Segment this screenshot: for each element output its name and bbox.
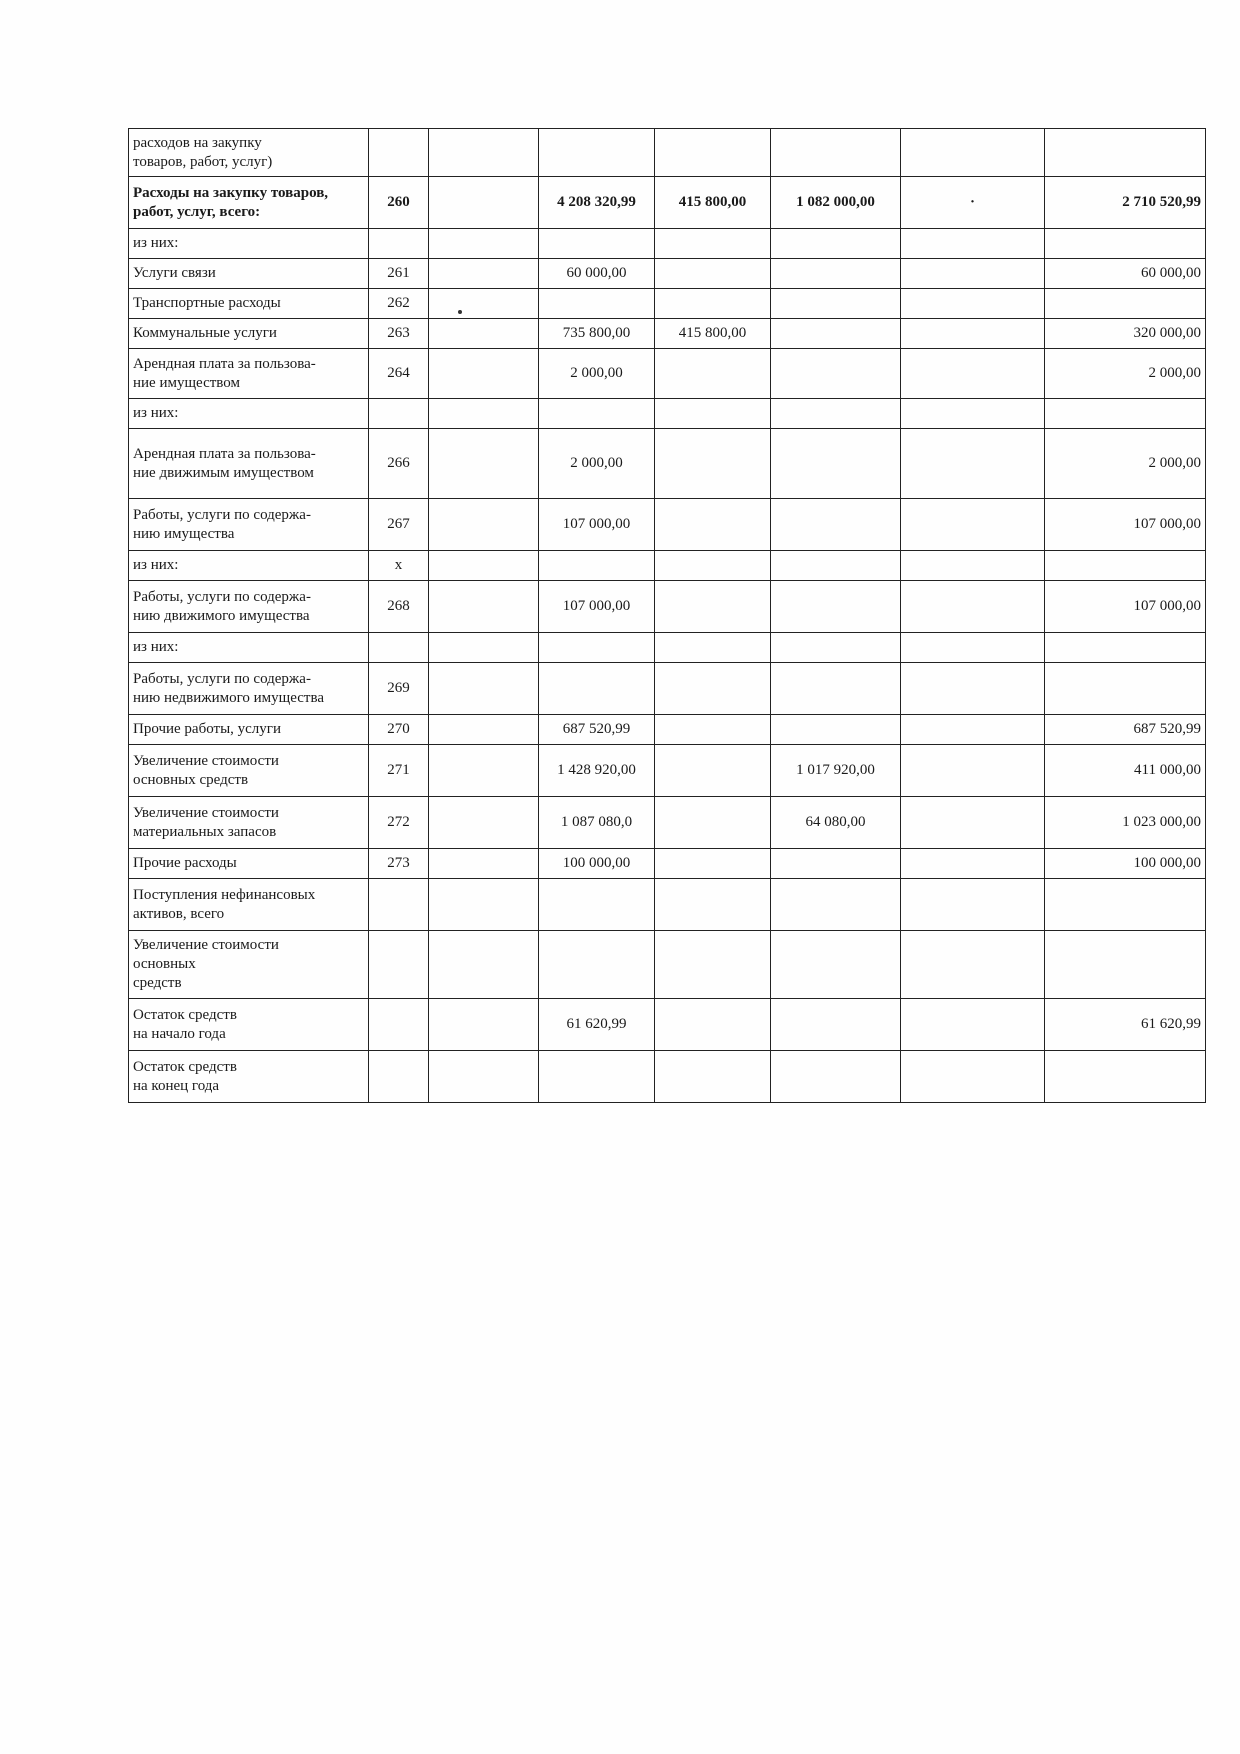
cell-code [369, 229, 429, 259]
financial-plan-table [128, 128, 1206, 1103]
cell-name: Остаток средств на конец года [129, 1051, 369, 1103]
cell-col3 [429, 999, 539, 1051]
cell-col5 [655, 797, 771, 849]
cell-col6 [771, 633, 901, 663]
table-body [129, 129, 1206, 1103]
cell-name: из них: [129, 399, 369, 429]
cell-code: 267 [369, 499, 429, 551]
cell-col3 [429, 745, 539, 797]
cell-col5 [655, 633, 771, 663]
cell-code: 264 [369, 349, 429, 399]
cell-total [539, 931, 655, 999]
cell-code [369, 129, 429, 177]
cell-total [539, 289, 655, 319]
cell-col3 [429, 849, 539, 879]
cell-col7 [901, 1051, 1045, 1103]
cell-col3 [429, 349, 539, 399]
cell-col5 [655, 229, 771, 259]
cell-col5 [655, 349, 771, 399]
cell-col6 [771, 229, 901, 259]
cell-col7 [901, 581, 1045, 633]
cell-col7 [901, 349, 1045, 399]
table-row [129, 999, 1206, 1051]
cell-col7 [901, 999, 1045, 1051]
cell-col5 [655, 931, 771, 999]
cell-col3 [429, 1051, 539, 1103]
cell-col5 [655, 499, 771, 551]
cell-total: 1 428 920,00 [539, 745, 655, 797]
cell-code [369, 999, 429, 1051]
table-row [129, 499, 1206, 551]
cell-col8 [1045, 229, 1206, 259]
cell-col6: 1 082 000,00 [771, 177, 901, 229]
cell-name: Работы, услуги по содержа- нию движимого имущества [129, 581, 369, 633]
table-row [129, 931, 1206, 999]
cell-col8: 2 000,00 [1045, 349, 1206, 399]
cell-total: 1 087 080,0 [539, 797, 655, 849]
cell-col3 [429, 715, 539, 745]
cell-col5 [655, 429, 771, 499]
cell-col6 [771, 879, 901, 931]
table-row [129, 797, 1206, 849]
cell-total [539, 551, 655, 581]
cell-total [539, 879, 655, 931]
table-row [129, 551, 1206, 581]
cell-col5 [655, 581, 771, 633]
cell-col3 [429, 177, 539, 229]
cell-col7 [901, 429, 1045, 499]
cell-col7 [901, 319, 1045, 349]
cell-col5 [655, 715, 771, 745]
cell-col5 [655, 849, 771, 879]
cell-code: x [369, 551, 429, 581]
cell-col8: 687 520,99 [1045, 715, 1206, 745]
table-row [129, 581, 1206, 633]
cell-total: 107 000,00 [539, 499, 655, 551]
cell-col8: 1 023 000,00 [1045, 797, 1206, 849]
cell-total: 4 208 320,99 [539, 177, 655, 229]
cell-code: 260 [369, 177, 429, 229]
cell-code: 269 [369, 663, 429, 715]
cell-col3 [429, 663, 539, 715]
cell-col5: 415 800,00 [655, 319, 771, 349]
cell-col7 [901, 399, 1045, 429]
cell-col6 [771, 999, 901, 1051]
cell-code: 261 [369, 259, 429, 289]
cell-code: 271 [369, 745, 429, 797]
cell-code [369, 633, 429, 663]
cell-total: 100 000,00 [539, 849, 655, 879]
cell-col7 [901, 849, 1045, 879]
cell-col3 [429, 931, 539, 999]
cell-code [369, 399, 429, 429]
cell-total [539, 633, 655, 663]
cell-col3 [429, 129, 539, 177]
cell-name: расходов на закупку товаров, работ, услуг) [129, 129, 369, 177]
cell-col6 [771, 129, 901, 177]
cell-name: Прочие работы, услуги [129, 715, 369, 745]
cell-col8: 107 000,00 [1045, 581, 1206, 633]
cell-col3 [429, 879, 539, 931]
cell-col3 [429, 551, 539, 581]
cell-col6 [771, 663, 901, 715]
cell-col3 [429, 229, 539, 259]
cell-col8: 61 620,99 [1045, 999, 1206, 1051]
cell-col5 [655, 999, 771, 1051]
cell-col7 [901, 633, 1045, 663]
cell-col3 [429, 289, 539, 319]
cell-total [539, 1051, 655, 1103]
cell-col5 [655, 399, 771, 429]
cell-col7 [901, 129, 1045, 177]
cell-col3 [429, 319, 539, 349]
cell-total [539, 129, 655, 177]
cell-col8: 100 000,00 [1045, 849, 1206, 879]
cell-col6 [771, 349, 901, 399]
cell-code: 262 [369, 289, 429, 319]
cell-col6 [771, 499, 901, 551]
cell-col8 [1045, 289, 1206, 319]
cell-col6 [771, 399, 901, 429]
cell-col3 [429, 259, 539, 289]
table-row [129, 633, 1206, 663]
cell-col8 [1045, 879, 1206, 931]
cell-col6 [771, 581, 901, 633]
cell-col8 [1045, 1051, 1206, 1103]
table-row [129, 663, 1206, 715]
cell-col5 [655, 289, 771, 319]
cell-name: Транспортные расходы [129, 289, 369, 319]
cell-name: Арендная плата за пользова- ние имуществом [129, 349, 369, 399]
cell-col7 [901, 797, 1045, 849]
cell-col7 [901, 289, 1045, 319]
cell-code: 272 [369, 797, 429, 849]
cell-col5 [655, 1051, 771, 1103]
table-row [129, 319, 1206, 349]
cell-col8: 2 000,00 [1045, 429, 1206, 499]
cell-code: 273 [369, 849, 429, 879]
cell-total: 61 620,99 [539, 999, 655, 1051]
cell-col6 [771, 429, 901, 499]
cell-name: Увеличение стоимости материальных запасов [129, 797, 369, 849]
table-row [129, 289, 1206, 319]
cell-col5 [655, 745, 771, 797]
cell-total [539, 399, 655, 429]
cell-col8: 320 000,00 [1045, 319, 1206, 349]
cell-code: 270 [369, 715, 429, 745]
cell-col6 [771, 849, 901, 879]
table-row [129, 259, 1206, 289]
cell-total: 107 000,00 [539, 581, 655, 633]
cell-col7 [901, 551, 1045, 581]
cell-name: Работы, услуги по содержа- нию недвижимого имущества [129, 663, 369, 715]
table-row [129, 399, 1206, 429]
cell-name: Работы, услуги по содержа- нию имущества [129, 499, 369, 551]
cell-col6 [771, 319, 901, 349]
cell-col8 [1045, 633, 1206, 663]
cell-name: Расходы на закупку товаров, работ, услуг, всего: [129, 177, 369, 229]
cell-col3 [429, 581, 539, 633]
cell-col7 [901, 663, 1045, 715]
table-row [129, 849, 1206, 879]
table-row [129, 349, 1206, 399]
table-row [129, 229, 1206, 259]
table-row [129, 1051, 1206, 1103]
cell-total [539, 663, 655, 715]
cell-name: Поступления нефинансовых активов, всего [129, 879, 369, 931]
cell-col3 [429, 633, 539, 663]
cell-col6 [771, 931, 901, 999]
cell-col8 [1045, 399, 1206, 429]
cell-name: из них: [129, 633, 369, 663]
cell-total [539, 229, 655, 259]
cell-col6 [771, 715, 901, 745]
cell-col3 [429, 429, 539, 499]
cell-col8: 411 000,00 [1045, 745, 1206, 797]
table-row [129, 429, 1206, 499]
cell-col7 [901, 499, 1045, 551]
table-row [129, 177, 1206, 229]
scan-dot-mark [458, 310, 462, 314]
cell-name: Арендная плата за пользова- ние движимым имуществом [129, 429, 369, 499]
cell-name: из них: [129, 229, 369, 259]
cell-col8 [1045, 129, 1206, 177]
cell-col7: · [901, 177, 1045, 229]
table-row [129, 879, 1206, 931]
cell-total: 2 000,00 [539, 349, 655, 399]
cell-col8: 60 000,00 [1045, 259, 1206, 289]
cell-code [369, 879, 429, 931]
cell-code: 263 [369, 319, 429, 349]
cell-col5 [655, 551, 771, 581]
cell-name: Услуги связи [129, 259, 369, 289]
cell-col7 [901, 879, 1045, 931]
cell-col8 [1045, 551, 1206, 581]
cell-code: 266 [369, 429, 429, 499]
table-row [129, 129, 1206, 177]
cell-col8: 107 000,00 [1045, 499, 1206, 551]
cell-col5 [655, 259, 771, 289]
cell-code: 268 [369, 581, 429, 633]
cell-col5 [655, 129, 771, 177]
cell-name: из них: [129, 551, 369, 581]
cell-col8 [1045, 663, 1206, 715]
cell-col7 [901, 745, 1045, 797]
cell-name: Коммунальные услуги [129, 319, 369, 349]
cell-code [369, 1051, 429, 1103]
cell-total: 687 520,99 [539, 715, 655, 745]
cell-col6 [771, 551, 901, 581]
cell-col6 [771, 1051, 901, 1103]
cell-col7 [901, 931, 1045, 999]
cell-name: Прочие расходы [129, 849, 369, 879]
cell-total: 60 000,00 [539, 259, 655, 289]
cell-col7 [901, 229, 1045, 259]
cell-col5: 415 800,00 [655, 177, 771, 229]
cell-name: Увеличение стоимости основных средств [129, 745, 369, 797]
cell-col6: 64 080,00 [771, 797, 901, 849]
cell-col7 [901, 259, 1045, 289]
cell-col3 [429, 499, 539, 551]
cell-name: Остаток средств на начало года [129, 999, 369, 1051]
cell-total: 2 000,00 [539, 429, 655, 499]
cell-total: 735 800,00 [539, 319, 655, 349]
cell-col6 [771, 259, 901, 289]
cell-col3 [429, 797, 539, 849]
table-row [129, 745, 1206, 797]
cell-code [369, 931, 429, 999]
cell-col8 [1045, 931, 1206, 999]
cell-col5 [655, 663, 771, 715]
cell-name: Увеличение стоимости основных средств [129, 931, 369, 999]
cell-col3 [429, 399, 539, 429]
cell-col6 [771, 289, 901, 319]
cell-col8: 2 710 520,99 [1045, 177, 1206, 229]
cell-col5 [655, 879, 771, 931]
table-row [129, 715, 1206, 745]
cell-col6: 1 017 920,00 [771, 745, 901, 797]
cell-col7 [901, 715, 1045, 745]
